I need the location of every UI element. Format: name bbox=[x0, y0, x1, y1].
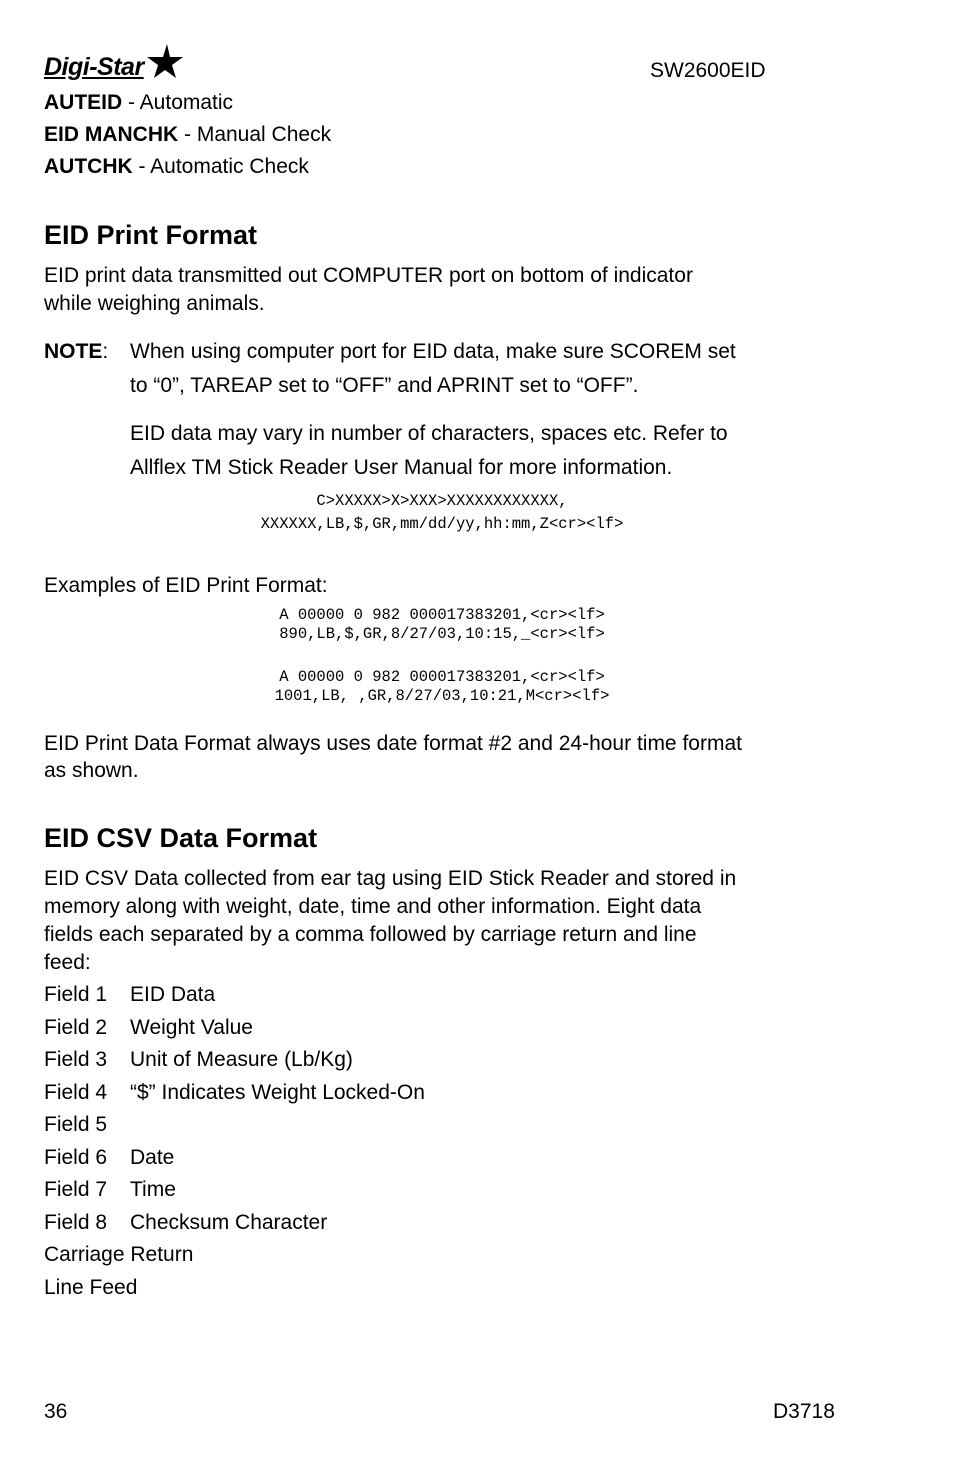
field-row bbox=[44, 1209, 327, 1237]
field-desc: Weight Value bbox=[130, 1016, 253, 1039]
mode-code: AUTCHK bbox=[44, 155, 133, 178]
field-label: Field 6 bbox=[44, 1146, 108, 1169]
mode-item bbox=[44, 153, 309, 181]
print-intro-line: while weighing animals. bbox=[44, 292, 265, 315]
note-colon: : bbox=[102, 340, 109, 363]
field-desc: Checksum Character bbox=[130, 1211, 328, 1234]
field-label: Field 5 bbox=[44, 1113, 108, 1136]
brand-name: Digi-Star bbox=[44, 53, 144, 81]
note-label-text: NOTE bbox=[44, 340, 103, 363]
field-desc: Time bbox=[130, 1178, 176, 1201]
print-closing-line: as shown. bbox=[44, 759, 139, 782]
field-row bbox=[44, 1111, 130, 1139]
mode-desc: - Automatic bbox=[122, 91, 234, 114]
field-label: Field 3 bbox=[44, 1048, 108, 1071]
field-label: Field 1 bbox=[44, 983, 108, 1006]
note-line: Allflex TM Stick Reader User Manual for more information. bbox=[130, 456, 673, 479]
csv-trailer: Line Feed bbox=[44, 1276, 138, 1299]
field-label: Field 7 bbox=[44, 1178, 108, 1201]
field-label: Field 4 bbox=[44, 1081, 108, 1104]
note-label bbox=[44, 338, 108, 366]
note-line: When using computer port for EID data, make sure SCOREM set bbox=[130, 340, 736, 363]
section-title-csv-format: EID CSV Data Format bbox=[44, 823, 318, 853]
mode-code: AUTEID bbox=[44, 91, 123, 114]
note-line: to “0”, TAREAP set to “OFF” and APRINT set to “OFF”. bbox=[130, 374, 639, 397]
field-row bbox=[44, 1046, 353, 1074]
star-icon bbox=[145, 44, 183, 80]
mode-desc: - Automatic Check bbox=[132, 155, 309, 178]
section-title-print-format: EID Print Format bbox=[44, 220, 258, 250]
field-row bbox=[44, 1079, 425, 1107]
example-line: 890,LB,$,GR,8/27/03,10:15,_<cr><lf> bbox=[279, 625, 605, 643]
example-line: A 00000 0 982 000017383201,<cr><lf> bbox=[279, 668, 605, 686]
field-row bbox=[44, 1176, 176, 1204]
mode-code: EID MANCHK bbox=[44, 123, 179, 146]
field-row bbox=[44, 981, 215, 1009]
mode-item bbox=[44, 89, 233, 117]
format-template-line: C>XXXXX>X>XXX>XXXXXXXXXXXX, bbox=[316, 492, 568, 510]
field-row bbox=[44, 1014, 253, 1042]
model-number: SW2600EID bbox=[650, 59, 766, 82]
csv-trailer: Carriage Return bbox=[44, 1243, 194, 1266]
field-desc: EID Data bbox=[130, 983, 216, 1006]
field-desc: Unit of Measure (Lb/Kg) bbox=[130, 1048, 353, 1071]
field-label: Field 2 bbox=[44, 1016, 108, 1039]
example-line: A 00000 0 982 000017383201,<cr><lf> bbox=[279, 606, 605, 624]
csv-intro-line: memory along with weight, date, time and other information. Eight data bbox=[44, 895, 702, 918]
examples-label: Examples of EID Print Format: bbox=[44, 574, 328, 597]
mode-desc: - Manual Check bbox=[178, 123, 332, 146]
csv-intro-line: EID CSV Data collected from ear tag using EID Stick Reader and stored in bbox=[44, 867, 737, 890]
page-number: 36 bbox=[44, 1400, 68, 1423]
brand-logo bbox=[44, 44, 183, 82]
print-intro-line: EID print data transmitted out COMPUTER port on bottom of indicator bbox=[44, 264, 693, 287]
print-closing-line: EID Print Data Format always uses date format #2 and 24-hour time format bbox=[44, 732, 742, 755]
field-label: Field 8 bbox=[44, 1211, 108, 1234]
note-line: EID data may vary in number of characters, spaces etc. Refer to bbox=[130, 422, 728, 445]
field-desc: Date bbox=[130, 1146, 175, 1169]
format-template-line: XXXXXX,LB,$,GR,mm/dd/yy,hh:mm,Z<cr><lf> bbox=[260, 515, 624, 533]
example-line: 1001,LB, ,GR,8/27/03,10:21,M<cr><lf> bbox=[274, 687, 610, 705]
field-row bbox=[44, 1144, 174, 1172]
mode-item bbox=[44, 121, 331, 149]
csv-intro-line: fields each separated by a comma followed by carriage return and line bbox=[44, 923, 697, 946]
csv-intro-line: feed: bbox=[44, 951, 91, 974]
field-desc: “$” Indicates Weight Locked-On bbox=[130, 1081, 425, 1104]
document-id: D3718 bbox=[773, 1400, 835, 1423]
